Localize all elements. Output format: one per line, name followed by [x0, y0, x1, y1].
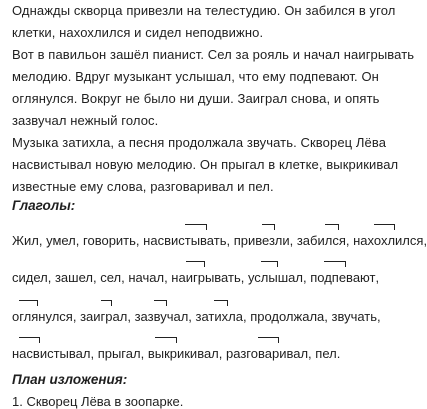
story-line: Музыка затихла, а песня продолжала звучать. Скворец Лёва	[12, 135, 387, 150]
verb-word: сидел	[12, 270, 48, 285]
verb-separator: ,	[72, 309, 81, 324]
verb-separator: ,	[375, 270, 380, 285]
verb-separator: ,	[140, 346, 148, 361]
verb-word: пел	[315, 346, 337, 361]
story-line: Вот в павильон зашёл пианист. Сел за рояль и начал наигрывать	[12, 47, 415, 62]
verb-word: разговаривал	[226, 346, 308, 361]
verb-word: забился	[297, 233, 346, 248]
verb-word: умел	[46, 233, 76, 248]
story-line: Однажды скворца привезли на телестудию. Он забился в угол	[12, 3, 396, 18]
verb-word: оглянулся	[12, 309, 73, 324]
verb-separator: ,	[38, 233, 47, 248]
verbs-line	[12, 270, 379, 285]
suffix-mark	[262, 224, 275, 230]
story-line: клетки, нахохлился и сидел неподвижно.	[12, 25, 264, 40]
verb-word: начал	[128, 270, 165, 285]
verb-word: привезли	[234, 233, 290, 248]
story-line: насвистывал новую мелодию. Он прыгал в клетке, выкрикивал	[12, 157, 399, 172]
verb-word: зазвучал	[135, 309, 189, 324]
verb-word: насвистывать	[143, 233, 226, 248]
suffix-mark	[186, 261, 205, 267]
suffix-mark	[374, 224, 395, 230]
verb-separator: ,	[127, 309, 135, 324]
suffix-mark	[258, 337, 279, 343]
verb-separator: .	[336, 346, 341, 361]
verb-word: продолжала	[250, 309, 325, 324]
verb-separator: ,	[302, 270, 311, 285]
verbs-line	[12, 309, 381, 324]
suffix-mark	[154, 300, 167, 306]
story-line: оглянулся. Вокруг не было ни души. Заиграл снова, и опять	[12, 91, 380, 106]
suffix-mark	[324, 261, 346, 267]
story-line: мелодию. Вдруг музыкант услышал, что ему подпевают. Он	[12, 69, 379, 84]
verb-word: зашел	[54, 270, 93, 285]
suffix-mark	[19, 300, 38, 306]
plan-item: 1. Скворец Лёва в зоопарке.	[12, 394, 184, 409]
verb-word: заиграл	[80, 309, 127, 324]
plan-heading: План изложения:	[12, 372, 128, 387]
verbs-line	[12, 346, 340, 361]
verb-word: Жил	[12, 233, 39, 248]
verb-separator: ,	[218, 346, 227, 361]
verbs-line	[12, 233, 427, 248]
story-line: известные ему слова, разговаривал и пел.	[12, 179, 274, 194]
suffix-mark	[325, 224, 339, 230]
verb-separator: ,	[240, 270, 248, 285]
verb-separator: ,	[47, 270, 55, 285]
suffix-mark	[155, 337, 177, 343]
verb-word: прыгал	[97, 346, 141, 361]
story-line: зазвучал нежный голос.	[12, 113, 159, 128]
verbs-heading: Глаголы:	[12, 198, 76, 213]
verb-word: сел	[100, 270, 122, 285]
suffix-mark	[261, 261, 278, 267]
suffix-mark	[19, 337, 40, 343]
verb-word: подпевают	[310, 270, 375, 285]
suffix-mark	[101, 300, 113, 306]
verb-word: услышал	[248, 270, 303, 285]
verb-separator: ,	[90, 346, 98, 361]
verb-separator: ,	[423, 233, 427, 248]
suffix-mark	[185, 224, 207, 230]
verb-word: наигрывать	[171, 270, 240, 285]
verb-separator: ,	[121, 270, 129, 285]
verb-separator: ,	[345, 233, 354, 248]
verb-separator: ,	[135, 233, 144, 248]
verb-separator: ,	[242, 309, 251, 324]
verb-separator: ,	[75, 233, 84, 248]
verb-word: затихла	[196, 309, 243, 324]
suffix-mark	[214, 300, 228, 306]
verb-separator: ,	[226, 233, 234, 248]
verb-separator: ,	[188, 309, 196, 324]
verb-separator: ,	[308, 346, 316, 361]
verb-separator: ,	[377, 309, 381, 324]
verb-separator: ,	[324, 309, 332, 324]
verb-word: нахохлился	[353, 233, 423, 248]
verb-separator: ,	[289, 233, 297, 248]
verb-word: говорить	[83, 233, 136, 248]
verb-separator: ,	[164, 270, 172, 285]
verb-word: выкрикивал	[148, 346, 219, 361]
verb-word: насвистывал	[12, 346, 90, 361]
verb-separator: ,	[92, 270, 101, 285]
verb-word: звучать	[331, 309, 378, 324]
